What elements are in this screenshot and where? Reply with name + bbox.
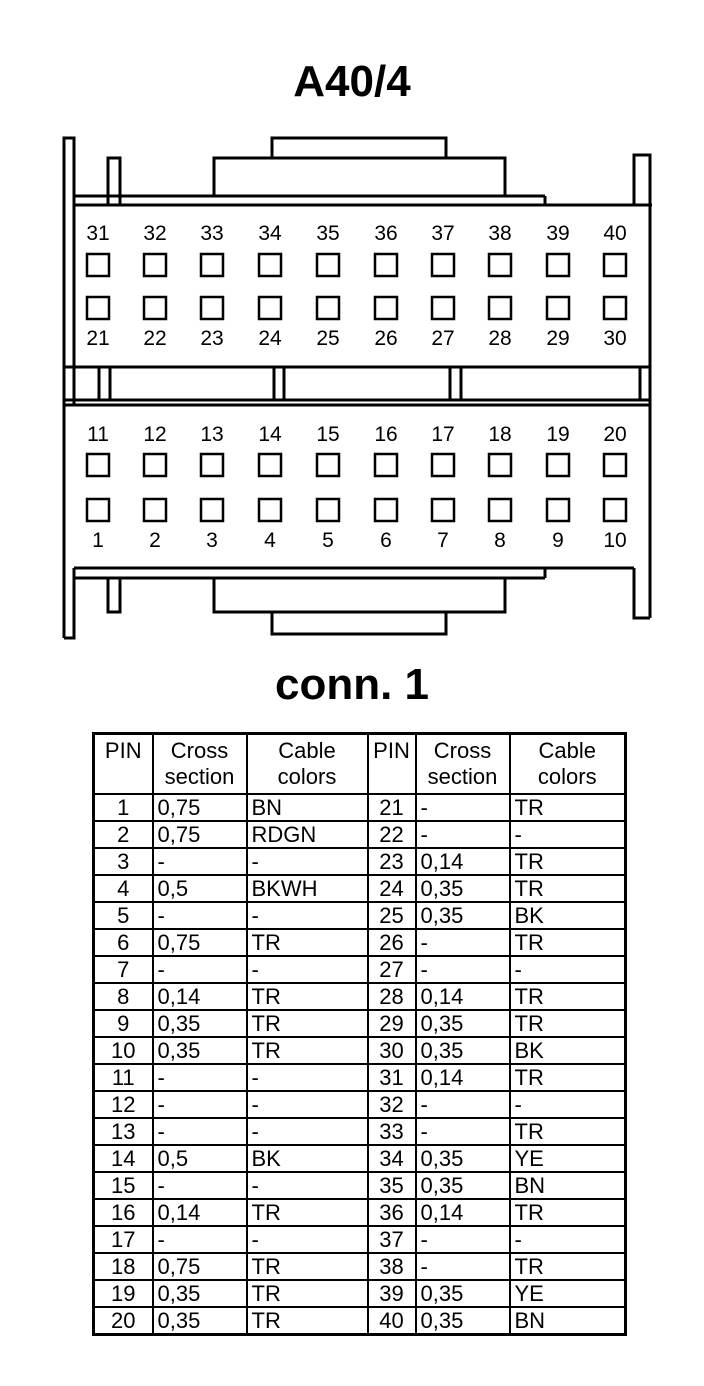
pin-square: [432, 454, 454, 476]
pin-label: 23: [200, 327, 224, 350]
cross-section-cell: -: [153, 902, 247, 929]
cable-color-cell: RDGN: [247, 821, 368, 848]
pin-square: [201, 297, 223, 319]
cross-section-cell: 0,5: [153, 1145, 247, 1172]
cable-color-cell: YE: [510, 1145, 626, 1172]
pin-cell: 37: [368, 1226, 416, 1253]
cross-section-cell: 0,35: [416, 1172, 510, 1199]
cross-section-cell: 0,75: [153, 794, 247, 821]
cross-section-cell: -: [153, 1226, 247, 1253]
table-row: [94, 875, 626, 902]
pin-label: 2: [149, 529, 161, 552]
pin-label: 12: [143, 423, 167, 446]
pin-label: 9: [552, 529, 564, 552]
pin-label: 18: [488, 423, 512, 446]
pin-cell: 18: [94, 1253, 153, 1280]
cross-section-cell: -: [416, 794, 510, 821]
pin-cell: 13: [94, 1118, 153, 1145]
table-row: [94, 1037, 626, 1064]
table-row: [94, 902, 626, 929]
cross-section-cell: 0,14: [416, 848, 510, 875]
pin-cell: 32: [368, 1091, 416, 1118]
cable-color-cell: -: [247, 848, 368, 875]
table-header-row: [94, 734, 626, 795]
table-row: [94, 1172, 626, 1199]
pin-square: [259, 254, 281, 276]
cable-color-cell: -: [247, 1172, 368, 1199]
pin-label: 38: [488, 222, 512, 245]
pin-label: 8: [494, 529, 506, 552]
pin-cell: 1: [94, 794, 153, 821]
cable-color-cell: BKWH: [247, 875, 368, 902]
pin-square: [489, 454, 511, 476]
pin-label: 40: [603, 222, 627, 245]
cable-color-cell: TR: [247, 983, 368, 1010]
pin-cell: 29: [368, 1010, 416, 1037]
table-row: [94, 1253, 626, 1280]
header-pin: PIN: [368, 734, 416, 795]
cable-color-cell: BN: [247, 794, 368, 821]
table-body: [94, 794, 626, 1335]
pin-label: 31: [86, 222, 110, 245]
pin-square: [604, 499, 626, 521]
cross-section-cell: -: [416, 1226, 510, 1253]
pin-cell: 35: [368, 1172, 416, 1199]
pin-cell: 7: [94, 956, 153, 983]
pin-label: 16: [374, 423, 398, 446]
cross-section-cell: 0,35: [153, 1037, 247, 1064]
pin-label: 3: [206, 529, 218, 552]
cable-color-cell: TR: [247, 1037, 368, 1064]
pin-square: [144, 499, 166, 521]
cross-section-cell: 0,14: [416, 1064, 510, 1091]
pin-square: [489, 254, 511, 276]
pin-label: 14: [258, 423, 282, 446]
pin-cell: 33: [368, 1118, 416, 1145]
pin-square: [317, 254, 339, 276]
pin-square: [201, 454, 223, 476]
pin-label: 20: [603, 423, 627, 446]
cable-color-cell: TR: [510, 983, 626, 1010]
connector-title: A40/4: [293, 57, 411, 106]
pin-cell: 31: [368, 1064, 416, 1091]
pin-cell: 10: [94, 1037, 153, 1064]
pin-cell: 20: [94, 1307, 153, 1335]
table-row: [94, 1226, 626, 1253]
pin-square: [259, 454, 281, 476]
pin-cell: 28: [368, 983, 416, 1010]
cross-section-cell: 0,5: [153, 875, 247, 902]
pin-cell: 15: [94, 1172, 153, 1199]
cross-section-cell: 0,14: [416, 1199, 510, 1226]
cable-color-cell: TR: [510, 794, 626, 821]
pin-label: 28: [488, 327, 512, 350]
pin-cell: 40: [368, 1307, 416, 1335]
cable-color-cell: TR: [247, 1280, 368, 1307]
table-row: [94, 956, 626, 983]
pin-cell: 27: [368, 956, 416, 983]
pin-cell: 34: [368, 1145, 416, 1172]
cross-section-cell: -: [153, 956, 247, 983]
cross-section-cell: -: [416, 956, 510, 983]
cross-section-cell: 0,35: [153, 1280, 247, 1307]
pin-square: [375, 297, 397, 319]
pin-square: [144, 297, 166, 319]
cross-section-cell: -: [416, 1253, 510, 1280]
cross-section-cell: 0,75: [153, 821, 247, 848]
cable-color-cell: TR: [510, 1010, 626, 1037]
cable-color-cell: TR: [510, 1199, 626, 1226]
pin-squares: [87, 254, 626, 521]
pin-square: [259, 499, 281, 521]
pin-label: 39: [546, 222, 570, 245]
pin-label: 5: [322, 529, 334, 552]
pin-square: [259, 297, 281, 319]
pin-label: 15: [316, 423, 340, 446]
header-pin: PIN: [94, 734, 153, 795]
pin-label: 33: [200, 222, 224, 245]
pin-label: 26: [374, 327, 398, 350]
table-row: [94, 1010, 626, 1037]
cross-section-cell: -: [416, 929, 510, 956]
pin-label: 27: [431, 327, 455, 350]
pin-square: [317, 454, 339, 476]
pin-label: 10: [603, 529, 627, 552]
cross-section-cell: 0,35: [153, 1307, 247, 1335]
pin-cell: 8: [94, 983, 153, 1010]
pin-cell: 39: [368, 1280, 416, 1307]
cross-section-cell: -: [153, 1172, 247, 1199]
pin-square: [489, 297, 511, 319]
cable-color-cell: -: [510, 956, 626, 983]
cable-color-cell: -: [510, 1091, 626, 1118]
pin-square: [432, 499, 454, 521]
cable-color-cell: TR: [247, 1199, 368, 1226]
pin-cell: 2: [94, 821, 153, 848]
cross-section-cell: 0,14: [153, 1199, 247, 1226]
cable-color-cell: TR: [247, 1307, 368, 1335]
connector-housing-outline: [64, 138, 652, 638]
cable-color-cell: TR: [247, 1010, 368, 1037]
cross-section-cell: -: [416, 1091, 510, 1118]
header-cable-colors: Cable colors: [510, 734, 626, 795]
pin-label: 22: [143, 327, 167, 350]
table-row: [94, 821, 626, 848]
pin-cell: 3: [94, 848, 153, 875]
cable-color-cell: BN: [510, 1172, 626, 1199]
pin-label: 1: [92, 529, 104, 552]
pin-label: 4: [264, 529, 276, 552]
cross-section-cell: 0,14: [416, 983, 510, 1010]
pin-cell: 36: [368, 1199, 416, 1226]
cross-section-cell: 0,35: [153, 1010, 247, 1037]
table-row: [94, 1145, 626, 1172]
cable-color-cell: TR: [247, 929, 368, 956]
pin-cell: 4: [94, 875, 153, 902]
pin-cell: 23: [368, 848, 416, 875]
pin-label: 36: [374, 222, 398, 245]
connector-diagram: [0, 0, 704, 660]
cable-color-cell: BK: [510, 1037, 626, 1064]
pin-square: [547, 499, 569, 521]
cable-color-cell: YE: [510, 1280, 626, 1307]
pin-cell: 14: [94, 1145, 153, 1172]
pin-square: [87, 454, 109, 476]
pin-square: [604, 254, 626, 276]
cross-section-cell: 0,75: [153, 929, 247, 956]
cable-color-cell: -: [510, 1226, 626, 1253]
pin-square: [87, 499, 109, 521]
table-row: [94, 1064, 626, 1091]
cross-section-cell: -: [153, 848, 247, 875]
cross-section-cell: -: [153, 1118, 247, 1145]
table-row: [94, 983, 626, 1010]
cable-color-cell: -: [247, 956, 368, 983]
cable-color-cell: TR: [510, 848, 626, 875]
pin-label: 37: [431, 222, 455, 245]
cross-section-cell: 0,35: [416, 875, 510, 902]
pin-square: [317, 297, 339, 319]
pin-cell: 17: [94, 1226, 153, 1253]
cable-color-cell: -: [247, 1064, 368, 1091]
pin-square: [375, 454, 397, 476]
pin-cell: 25: [368, 902, 416, 929]
pin-cell: 26: [368, 929, 416, 956]
pin-square: [375, 499, 397, 521]
pin-label: 29: [546, 327, 570, 350]
cable-color-cell: BK: [247, 1145, 368, 1172]
cable-color-cell: TR: [510, 1253, 626, 1280]
pin-square: [604, 297, 626, 319]
pin-label: 6: [380, 529, 392, 552]
table-row: [94, 929, 626, 956]
cross-section-cell: 0,35: [416, 1307, 510, 1335]
pin-cell: 30: [368, 1037, 416, 1064]
pin-cell: 6: [94, 929, 153, 956]
pin-square: [547, 254, 569, 276]
pin-label: 24: [258, 327, 282, 350]
pin-label: 7: [437, 529, 449, 552]
pin-label: 34: [258, 222, 282, 245]
pin-cell: 12: [94, 1091, 153, 1118]
cable-color-cell: BN: [510, 1307, 626, 1335]
pin-square: [375, 254, 397, 276]
pin-square: [201, 254, 223, 276]
cross-section-cell: -: [153, 1091, 247, 1118]
cable-color-cell: -: [247, 1118, 368, 1145]
pin-label: 35: [316, 222, 340, 245]
pin-cell: 22: [368, 821, 416, 848]
table-row: [94, 1280, 626, 1307]
table-row: [94, 794, 626, 821]
pin-square: [547, 297, 569, 319]
connector-subtitle: conn. 1: [274, 660, 430, 709]
pin-cell: 9: [94, 1010, 153, 1037]
cross-section-cell: 0,35: [416, 1280, 510, 1307]
cable-color-cell: TR: [510, 875, 626, 902]
table-row: [94, 848, 626, 875]
cross-section-cell: 0,35: [416, 1037, 510, 1064]
pin-cell: 21: [368, 794, 416, 821]
pin-labels: [86, 222, 626, 552]
pin-square: [604, 454, 626, 476]
pin-label: 21: [86, 327, 110, 350]
cable-color-cell: -: [510, 821, 626, 848]
pin-label: 11: [87, 423, 109, 446]
cable-color-cell: TR: [510, 929, 626, 956]
cross-section-cell: 0,14: [153, 983, 247, 1010]
pin-square: [87, 254, 109, 276]
pin-square: [432, 254, 454, 276]
cable-color-cell: TR: [510, 1118, 626, 1145]
cable-color-cell: -: [247, 1091, 368, 1118]
table-row: [94, 1118, 626, 1145]
cross-section-cell: 0,75: [153, 1253, 247, 1280]
cable-color-cell: -: [247, 1226, 368, 1253]
cross-section-cell: -: [153, 1064, 247, 1091]
pin-label: 25: [316, 327, 340, 350]
pin-square: [432, 297, 454, 319]
header-cross-section: Cross section: [153, 734, 247, 795]
pin-cell: 24: [368, 875, 416, 902]
pin-square: [144, 454, 166, 476]
pin-cell: 16: [94, 1199, 153, 1226]
pin-label: 17: [431, 423, 455, 446]
cross-section-cell: -: [416, 1118, 510, 1145]
pin-label: 30: [603, 327, 627, 350]
cable-color-cell: TR: [510, 1064, 626, 1091]
pin-cell: 19: [94, 1280, 153, 1307]
pin-square: [87, 297, 109, 319]
pin-label: 32: [143, 222, 167, 245]
pin-label: 19: [546, 423, 570, 446]
cross-section-cell: 0,35: [416, 1145, 510, 1172]
pin-cell: 11: [94, 1064, 153, 1091]
cross-section-cell: 0,35: [416, 1010, 510, 1037]
cable-color-cell: BK: [510, 902, 626, 929]
cable-color-cell: -: [247, 902, 368, 929]
pin-cell: 38: [368, 1253, 416, 1280]
cross-section-cell: 0,35: [416, 902, 510, 929]
table-row: [94, 1199, 626, 1226]
table-row: [94, 1307, 626, 1335]
pin-square: [201, 499, 223, 521]
cross-section-cell: -: [416, 821, 510, 848]
pin-square: [489, 499, 511, 521]
table-row: [94, 1091, 626, 1118]
cable-color-cell: TR: [247, 1253, 368, 1280]
pin-square: [144, 254, 166, 276]
header-cable-colors: Cable colors: [247, 734, 368, 795]
pin-cell: 5: [94, 902, 153, 929]
pin-square: [547, 454, 569, 476]
pin-square: [317, 499, 339, 521]
header-cross-section: Cross section: [416, 734, 510, 795]
pin-table: [92, 732, 627, 1336]
pin-label: 13: [200, 423, 224, 446]
